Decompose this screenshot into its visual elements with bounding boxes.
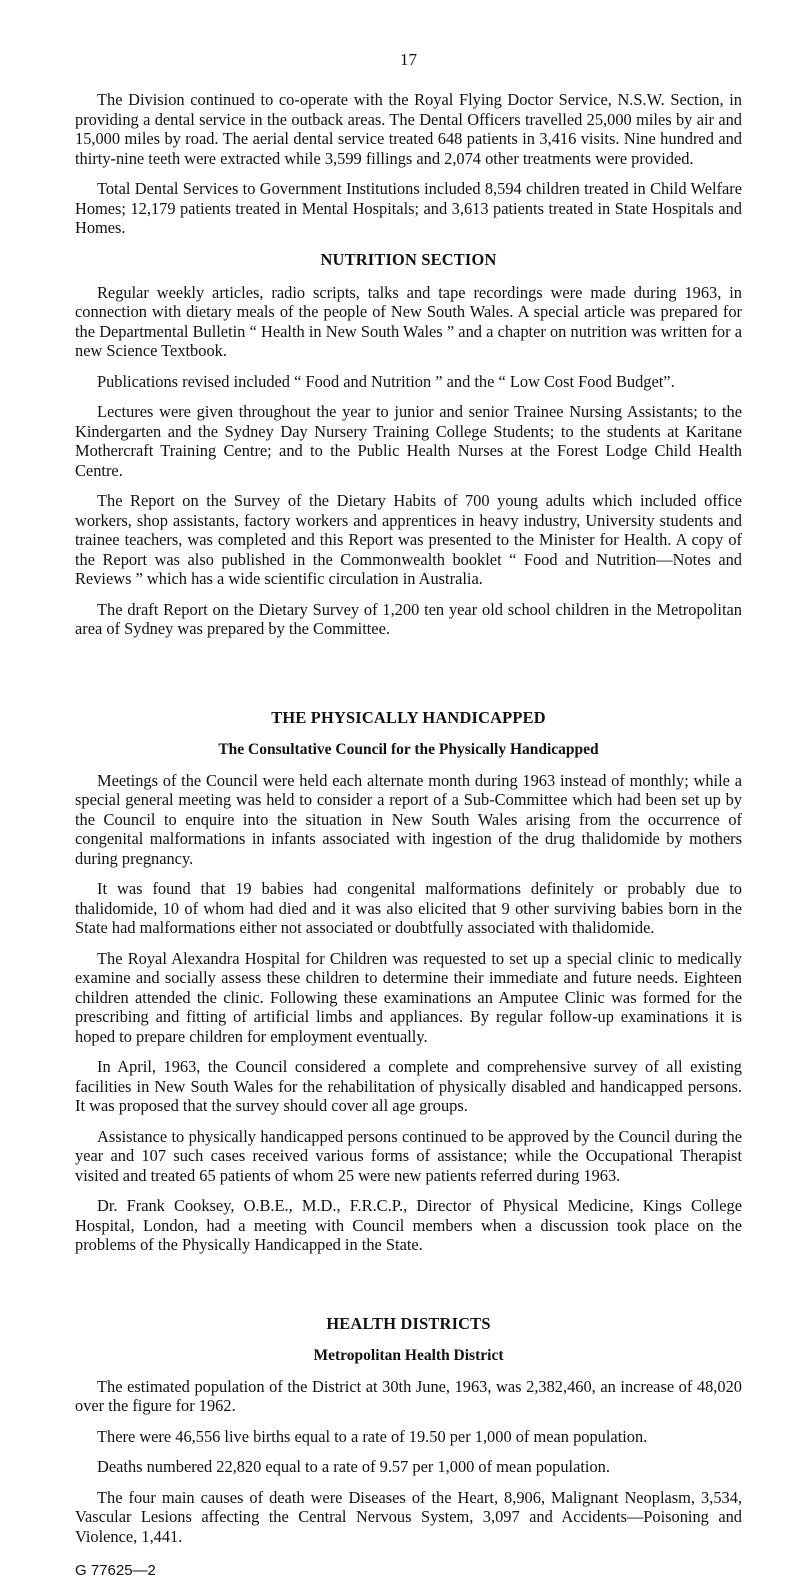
paragraph: Lectures were given throughout the year to junior and senior Trainee Nursing Assistants; to the Kindergarten and the Sydney Day Nursery Training College Students; to the students at Karitane Mothercraft Training Centre; and to the Public Health Nurses at the Forest Lodge Child Health Centre. [75,402,742,480]
paragraph: The estimated population of the District at 30th June, 1963, was 2,382,460, an increase of 48,020 over the figure for 1962. [75,1376,742,1415]
section-heading: NUTRITION SECTION [320,249,497,269]
section-spacer [75,1266,742,1302]
paragraph: Publications revised included “ Food and Nutrition ” and the “ Low Cost Food Budget”. [97,371,675,391]
paragraph: Total Dental Services to Government Institutions included 8,594 children treated in Child Welfare Homes; 12,179 patients treated in Mental Hospitals; and 3,613 patients treated in State Hospitals and Homes. [75,179,742,237]
paragraph: The Division continued to co-operate with the Royal Flying Doctor Service, N.S.W. Section, in providing a dental service in the outback areas. The Dental Officers travelled 25,000 miles by air and 15,000 miles by road. The aerial dental service treated 648 patients in 3,416 visits. Nine hundred and thirty-nine teeth were extracted while 3,599 fillings and 2,074 other treatments were provided. [75,90,742,168]
paragraph: The Report on the Survey of the Dietary Habits of 700 young adults which included office workers, shop assistants, factory workers and apprentices in heavy industry, University students and trainee teachers, was completed and this Report was presented to the Minister for Health. A copy of the Report was also published in the Commonwealth booklet “ Food and Nutrition—Notes and Reviews ” which has a wide scientific circulation in Australia. [75,491,742,588]
paragraph: It was found that 19 babies had congenital malformations definitely or probably due to thalidomide, 10 of whom had died and it was also elicited that 9 other surviving babies born in the State had malformations either not associated or doubtfully associated with thalidomide. [75,879,742,937]
printer-code: G 77625—2 [75,1562,156,1579]
paragraph: Regular weekly articles, radio scripts, talks and tape recordings were made during 1963, in connection with dietary meals of the people of New South Wales. A special article was prepared for the Departmental Bulletin “ Health in New South Wales ” and a chapter on nutrition was written for a new Science Textbook. [75,282,742,360]
section-subheading: Metropolitan Health District [313,1346,504,1364]
paragraph: Assistance to physically handicapped persons continued to be approved by the Council during the year and 107 such cases received various forms of assistance; while the Occupational Therapist visited and treated 65 patients of whom 25 were new patients referred during 1963. [75,1126,742,1185]
handicapped-section [75,708,742,1255]
paragraph: The draft Report on the Dietary Survey of 1,200 ten year old school children in the Metropolitan area of Sydney was prepared by the Committee. [75,599,742,638]
paragraph: Dr. Frank Cooksey, O.B.E., M.D., F.R.C.P., Director of Physical Medicine, Kings College Hospital, London, had a meeting with Council members when a discussion took place on the problems of the Physically Handicapped in the State. [75,1196,742,1254]
section-subheading: The Consultative Council for the Physically Handicapped [218,740,599,758]
dental-service-section [75,90,742,238]
section-heading: HEALTH DISTRICTS [326,1313,491,1333]
nutrition-section [75,250,742,639]
paragraph: Meetings of the Council were held each alternate month during 1963 instead of monthly; while a special general meeting was held to consider a report of a Sub-Committee which had been set up by the Council to enquire into the situation in New South Wales arising from the occurrence of congenital malformations in infants associated with ingestion of the drug thalidomide by mothers during pregnancy. [75,770,742,868]
health-districts-section [75,1314,742,1547]
paragraph: There were 46,556 live births equal to a rate of 19.50 per 1,000 of mean population. [97,1426,648,1446]
paragraph: The four main causes of death were Diseases of the Heart, 8,906, Malignant Neoplasm, 3,534, Vascular Lesions affecting the Central Nervous System, 3,097 and Accidents—Poisoning and Violence, 1,441. [75,1487,742,1546]
section-spacer [75,650,742,696]
page-number: 17 [400,50,417,69]
section-heading: THE PHYSICALLY HANDICAPPED [271,707,546,727]
paragraph: In April, 1963, the Council considered a complete and comprehensive survey of all existing facilities in New South Wales for the rehabilitation of physically disabled and handicapped persons. It was proposed that the survey should cover all age groups. [75,1057,742,1115]
paragraph: Deaths numbered 22,820 equal to a rate of 9.57 per 1,000 of mean population. [97,1457,610,1476]
paragraph: The Royal Alexandra Hospital for Children was requested to set up a special clinic to medically examine and socially assess these children to determine their immediate and future needs. Eighteen children attended the clinic. Following these examinations an Amputee Clinic was formed for the prescribing and fitting of artificial limbs and appliances. By regular follow-up examinations it is hoped to prepare children for employment eventually. [75,948,742,1046]
